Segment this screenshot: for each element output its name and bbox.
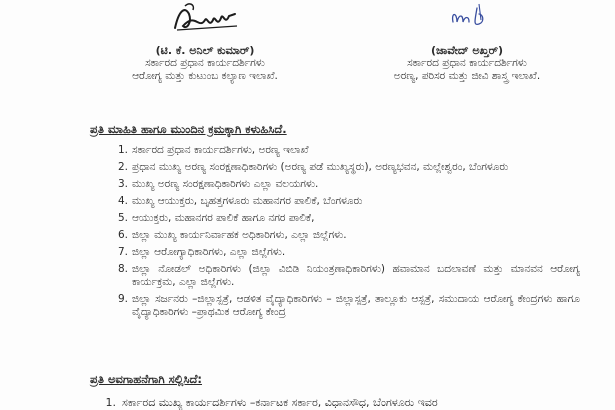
signatory-right-department: ಅರಣ್ಯ, ಪರಿಸರ ಮತ್ತು ಜೀವಿ ಶಾಸ್ತ್ರ ಇಲಾಖೆ. <box>393 70 541 82</box>
copy-info-heading: ಪ್ರತಿ ಮಾಹಿತಿ ಹಾಗೂ ಮುಂದಿನ ಕ್ರಮಕ್ಕಾಗಿ ಕಳುಹಿಸಿದೆ. <box>90 122 287 136</box>
signatory-left <box>95 0 315 83</box>
copy-aware-heading: ಪ್ರತಿ ಅವಗಾಹನೆಗಾಗಿ ಸಲ್ಲಿಸಿದೆ: <box>90 372 203 386</box>
list-item: 7. ಜಿಲ್ಲಾ ಆರೋಗ್ಯಾಧಿಕಾರಿಗಳು, ಎಲ್ಲಾ ಜಿಲ್ಲೆಗಳು. <box>117 246 286 258</box>
signatory-left-department: ಆರೋಗ್ಯ ಮತ್ತು ಕುಟುಂಬ ಕಲ್ಯಾಣ ಇಲಾಖೆ. <box>132 70 278 82</box>
signatory-right-designation: ಸರ್ಕಾರದ ಪ್ರಧಾನ ಕಾರ್ಯದರ್ಶಿಗಳು <box>407 57 527 69</box>
signature-left-image <box>145 0 265 38</box>
copy-aware-list <box>100 396 600 410</box>
signature-right-image <box>407 0 527 38</box>
list-item: 5. ಆಯುಕ್ತರು, ಮಹಾನಗರ ಪಾಲಿಕೆ ಹಾಗೂ ನಗರ ಪಾಲಿಕೆ, <box>117 212 315 224</box>
list-item: 8. ಜಿಲ್ಲಾ ನೋಡಲ್ ಅಧಿಕಾರಿಗಳು (ಜಿಲ್ಲಾ ವಿಬಿಡಿ ನಿಯಂತ್ರಣಾಧಿಕಾರಿಗಳು) ಹವಾಮಾನ ಬದಲಾವಣೆ ಮತ್ತು ಮಾನವನ ಆರೋಗ್ಯ ಕಾರ್ಯಕ್ರಮ, ಎಲ್ಲಾ ಜಿಲ್ಲೆಗಳು. <box>117 263 580 288</box>
signatory-left-name: (ಟಿ. ಕೆ. ಅನಿಲ್ ಕುಮಾರ್) <box>155 44 255 57</box>
list-item: 1. ಸರ್ಕಾರದ ಮುಖ್ಯ ಕಾರ್ಯದರ್ಶಿಗಳು –ಕರ್ನಾಟಕ ಸರ್ಕಾರ, ವಿಧಾನಸೌಧ, ಬೆಂಗಳೂರು ಇವರ <box>105 396 438 409</box>
signatory-right <box>352 0 582 83</box>
list-item: 4. ಮುಖ್ಯ ಆಯುಕ್ತರು, ಬೃಹತ್ತಗಳೂರು ಮಹಾನಗರ ಪಾಲಿಕೆ, ಬೆಂಗಳೂರು <box>117 195 363 207</box>
signatory-left-designation: ಸರ್ಕಾರದ ಪ್ರಧಾನ ಕಾರ್ಯದರ್ಶಿಗಳು <box>145 57 265 69</box>
copy-info-list <box>110 144 580 323</box>
list-item: 6. ಜಿಲ್ಲಾ ಮುಖ್ಯ ಕಾರ್ಯನಿರ್ವಾಹಕ ಅಧಿಕಾರಿಗಳು, ಎಲ್ಲಾ ಜಿಲ್ಲೆಗಳು. <box>117 229 347 241</box>
signatory-right-name: (ಜಾವೇದ್ ಅಖ್ತರ್) <box>430 44 504 57</box>
list-item: 1. ಸರ್ಕಾರದ ಪ್ರಧಾನ ಕಾರ್ಯದರ್ಶಿಗಳು, ಅರಣ್ಯ ಇಲಾಖೆ <box>117 144 309 156</box>
list-item: 2. ಪ್ರಧಾನ ಮುಖ್ಯ ಅರಣ್ಯ ಸಂರಕ್ಷಣಾಧಿಕಾರಿಗಳು (ಅರಣ್ಯ ಪಡೆ ಮುಖ್ಯಸ್ಥರು), ಅರಣ್ಯಭವನ, ಮಲ್ಲೇಶ್ವರಂ, ಬೆಂಗಳೂರು <box>117 161 509 173</box>
list-item: 9. ಜಿಲ್ಲಾ ಸರ್ಜನರು –ಜಿಲ್ಲಾಸ್ಪತ್ರೆ, ಆಡಳಿತ ವೈದ್ಯಾಧಿಕಾರಿಗಳು – ಜಿಲ್ಲಾಸ್ಪತ್ರೆ, ತಾಲ್ಲೂಕು ಆಸ್ಪತ್ರೆ, ಸಮುದಾಯ ಆರೋಗ್ಯ ಕೇಂದ್ರಗಳು ಹಾಗೂ ವೈದ್ಯಾಧಿಕಾರಿಗಳು –ಪ್ರಾಥಮಿಕ ಆರೋಗ್ಯ ಕೇಂದ್ರ <box>117 293 580 318</box>
list-item: 3. ಮುಖ್ಯ ಅರಣ್ಯ ಸಂರಕ್ಷಣಾಧಿಕಾರಿಗಳು ಎಲ್ಲಾ ವಲಯಗಳು. <box>117 178 319 190</box>
